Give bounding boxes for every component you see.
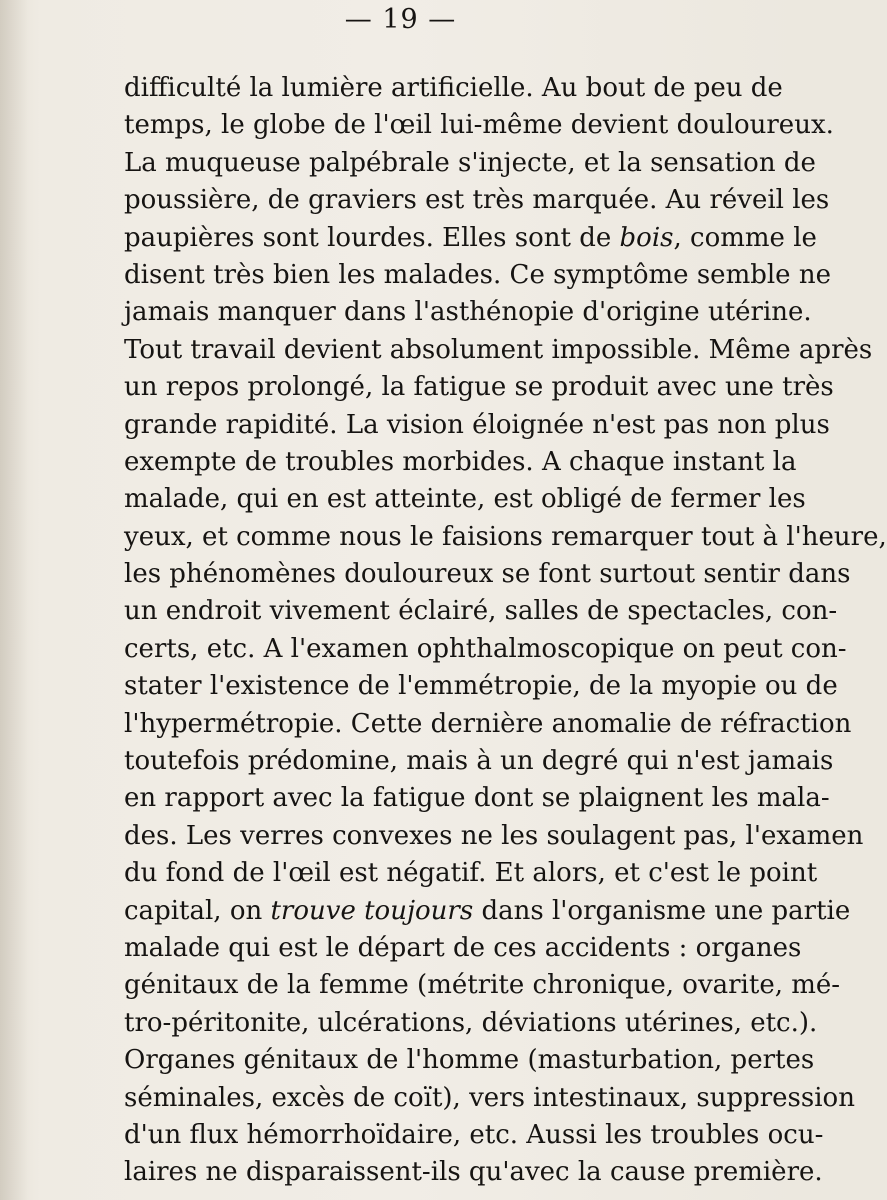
text-line: Organes génitaux de l'homme (masturbation, pertes — [124, 1045, 815, 1076]
text-line: disent très bien les malades. Ce symptôme semble ne — [124, 259, 831, 290]
text-line: un endroit vivement éclairé, salles de spectacles, con- — [124, 596, 838, 627]
text-line: malade qui est le départ de ces accidents : organes — [124, 932, 802, 963]
text-line: d'un flux hémorrhoïdaire, etc. Aussi les troubles ocu- — [124, 1119, 824, 1150]
page-number: — 19 — — [344, 4, 457, 35]
italic-emphasis: trouve toujours — [270, 895, 474, 926]
text-line: du fond de l'œil est négatif. Et alors, et c'est le point — [124, 858, 818, 889]
text-line: l'hypermétropie. Cette dernière anomalie de réfraction — [124, 708, 852, 739]
text-line: tro-péritonite, ulcérations, déviations utérines, etc.). — [124, 1007, 818, 1038]
text-line: capital, on trouve toujours dans l'organisme une partie — [124, 895, 851, 926]
text-line: des. Les verres convexes ne les soulagent pas, l'examen — [124, 820, 864, 851]
text-line: La muqueuse palpébrale s'injecte, et la sensation de — [124, 147, 816, 178]
text-line: Tout travail devient absolument impossible. Même après — [124, 334, 873, 365]
body-text — [124, 70, 887, 1192]
text-line: yeux, et comme nous le faisions remarquer tout à l'heure, — [124, 521, 887, 552]
text-line: un repos prolongé, la fatigue se produit avec une très — [124, 372, 834, 403]
text-line: toutefois prédomine, mais à un degré qui n'est jamais — [124, 746, 834, 777]
text-line: certs, etc. A l'examen ophthalmoscopique on peut con- — [124, 633, 847, 664]
text-line: paupières sont lourdes. Elles sont de bois, comme le — [124, 222, 817, 253]
text-line: génitaux de la femme (métrite chronique, ovarite, mé- — [124, 970, 841, 1001]
text-line: séminales, excès de coït), vers intestinaux, suppression — [124, 1082, 855, 1113]
text-line: poussière, de graviers est très marquée. Au réveil les — [124, 185, 830, 216]
binding-shadow — [0, 0, 28, 1200]
text-line: temps, le globe de l'œil lui-même devient douloureux. — [124, 110, 834, 141]
text-line: grande rapidité. La vision éloignée n'est pas non plus — [124, 409, 830, 440]
text-line: difficulté la lumière artificielle. Au bout de peu de — [124, 73, 783, 103]
text-line: malade, qui en est atteinte, est obligé de fermer les — [124, 484, 806, 515]
italic-emphasis: bois — [619, 222, 674, 253]
text-line: en rapport avec la fatigue dont se plaignent les mala- — [124, 783, 830, 814]
text-line: exempte de troubles morbides. A chaque instant la — [124, 446, 797, 477]
text-line: les phénomènes douloureux se font surtout sentir dans — [124, 559, 851, 590]
text-line: stater l'existence de l'emmétropie, de la myopie ou de — [124, 671, 838, 702]
text-line: laires ne disparaissent-ils qu'avec la cause première. — [124, 1157, 823, 1188]
text-line: jamais manquer dans l'asthénopie d'origine utérine. — [124, 297, 812, 328]
